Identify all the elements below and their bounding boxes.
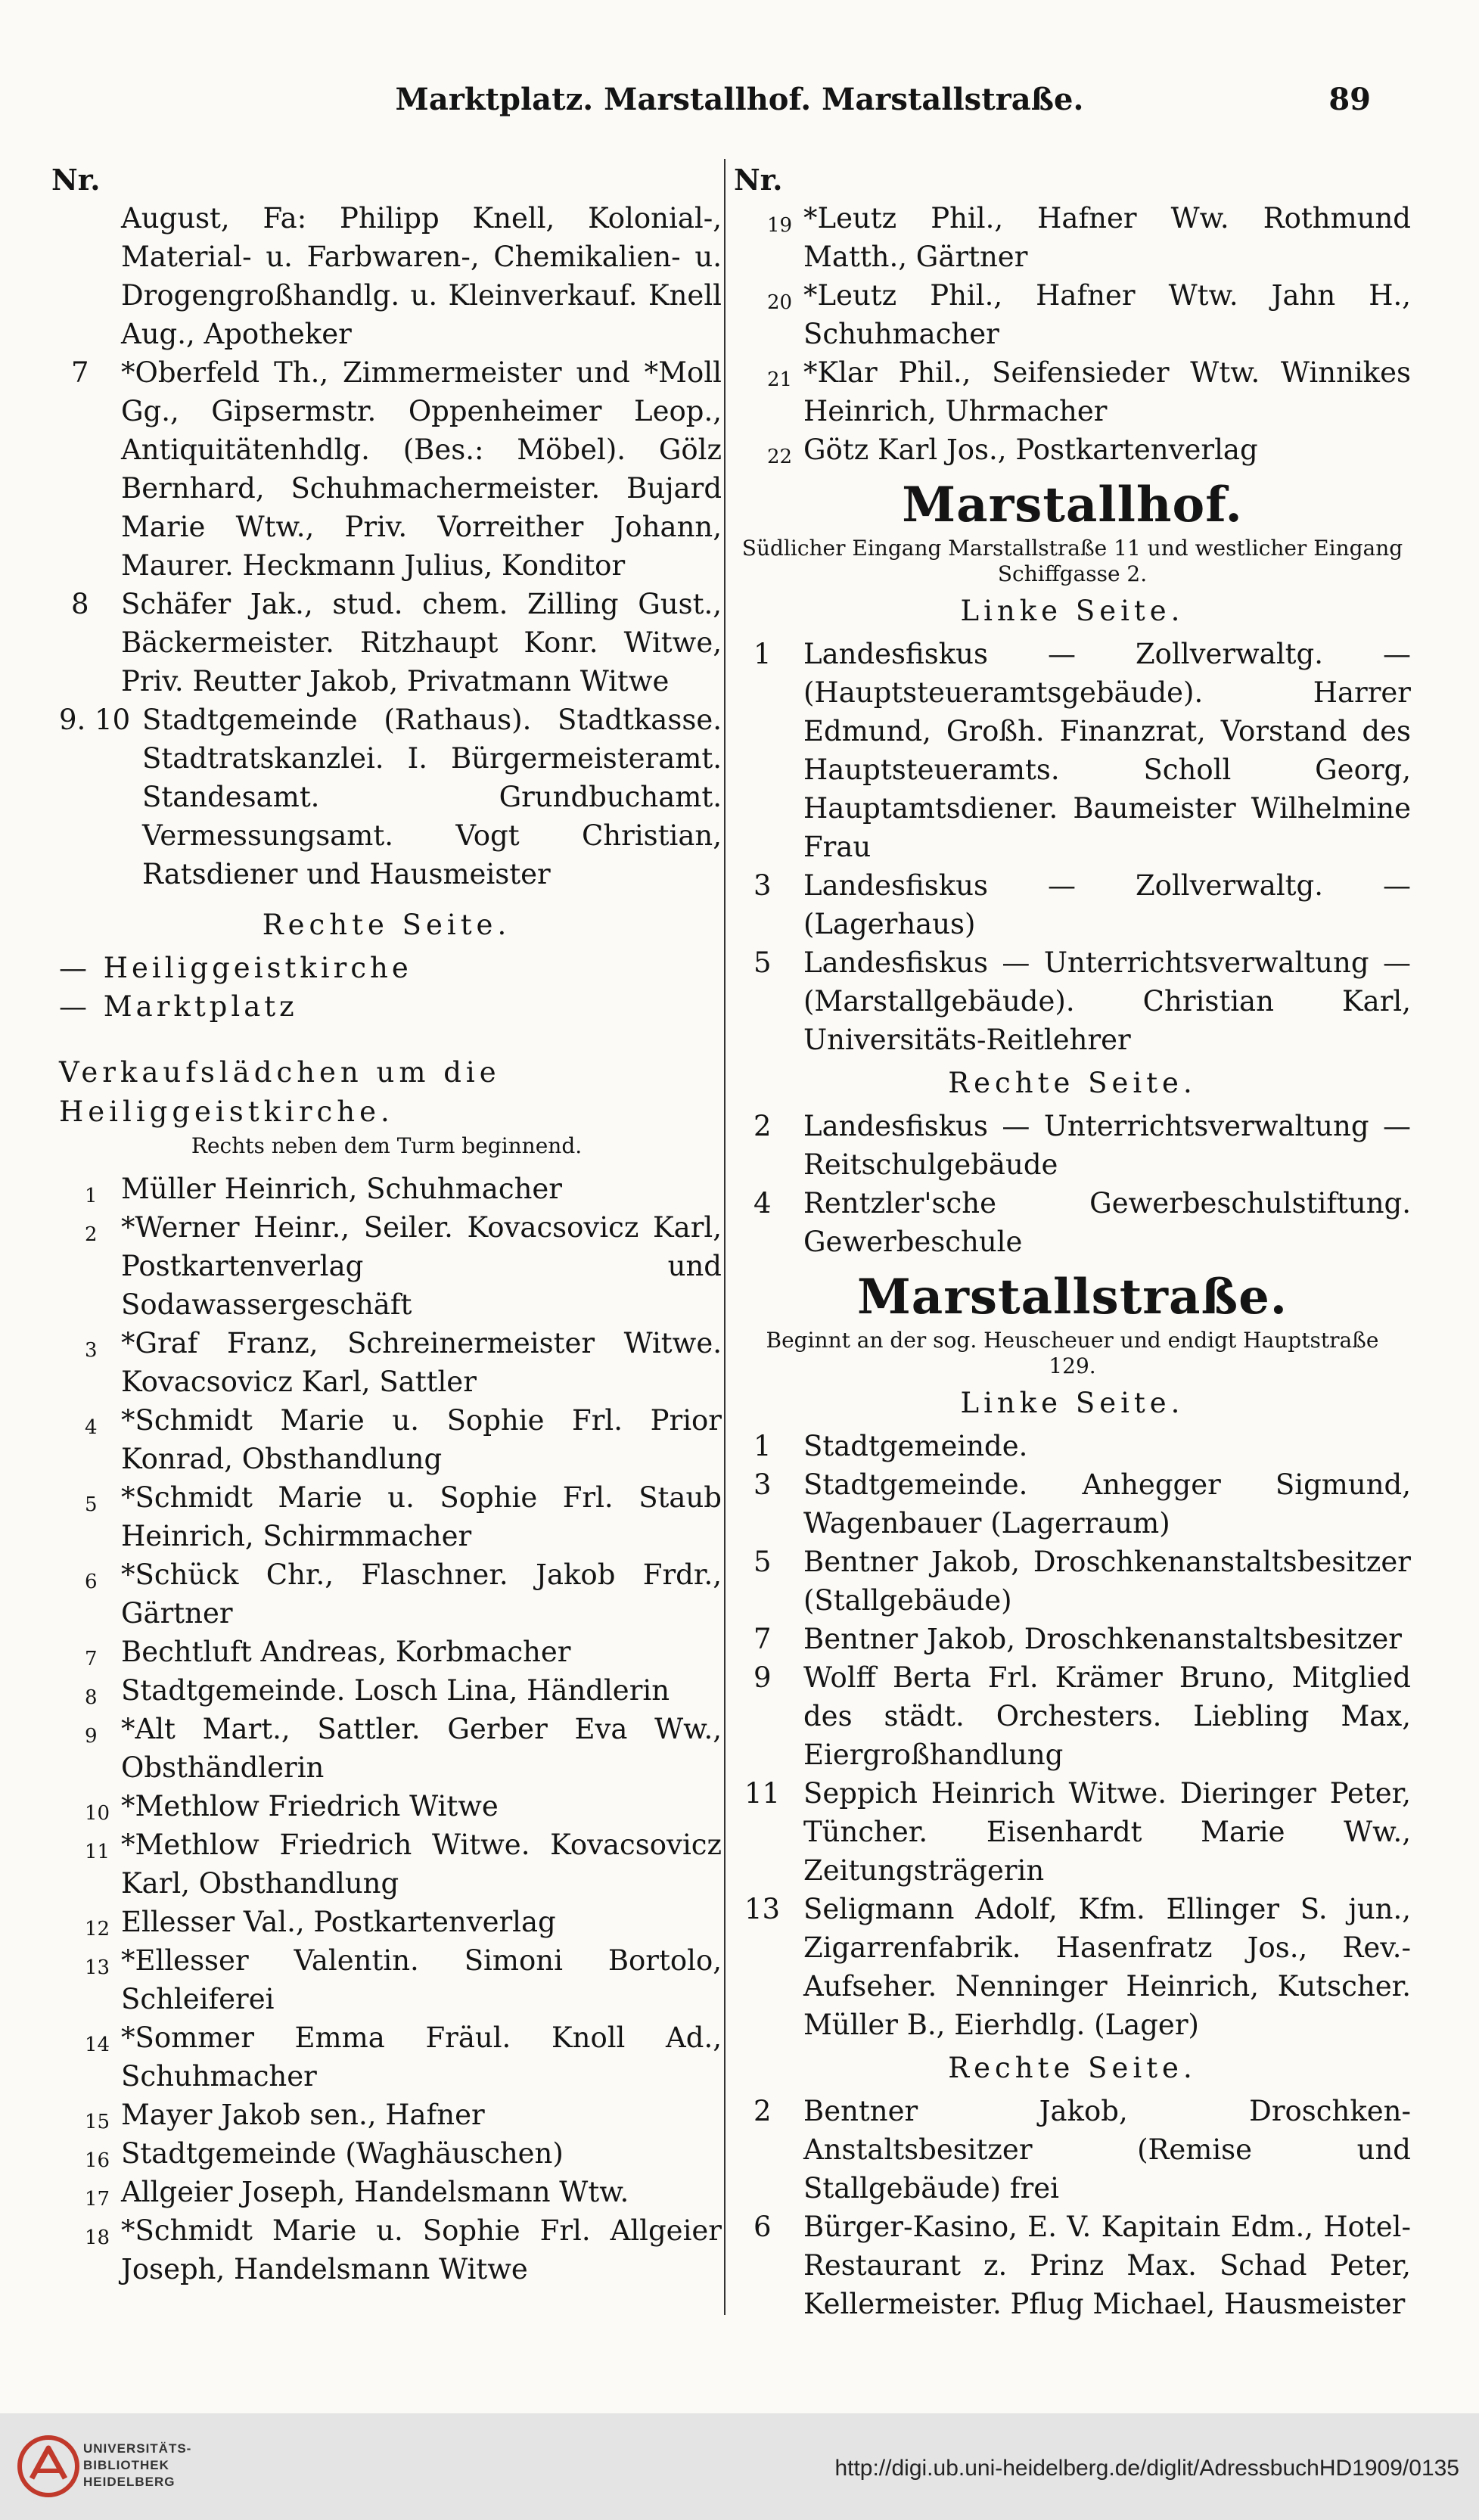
stall-number: 4 bbox=[85, 1416, 98, 1439]
stall-number: 19 bbox=[767, 214, 793, 237]
entry-text: Bentner Jakob, Droschken-Anstaltsbesitzer (Remise und Stallgebäude) frei bbox=[803, 2095, 1411, 2205]
entry-text: Bürger-Kasino, E. V. Kapitain Edm., Hotel-Restaurant z. Prinz Max. Schad Peter, Kellermeister. Pflug Michael, Hausmeister bbox=[803, 2211, 1411, 2320]
page-title: Marktplatz. Marstallhof. Marstallstraße. bbox=[395, 82, 1084, 117]
stall-entry bbox=[51, 1826, 722, 1903]
section-title-marstallhof: Marstallhof. bbox=[902, 477, 1243, 533]
house-number: 5 bbox=[753, 1546, 772, 1578]
entry-text: Götz Karl Jos., Postkartenverlag bbox=[803, 433, 1258, 466]
house-number: 5 bbox=[753, 946, 772, 979]
stall-entry bbox=[51, 1903, 722, 1941]
entry-text: Bentner Jakob, Droschkenanstaltsbesitzer (Stallgebäude) bbox=[803, 1546, 1411, 1617]
entry-text: *Leutz Phil., Hafner Ww. Rothmund Matth., Gärtner bbox=[803, 202, 1411, 273]
house-number: 13 bbox=[744, 1893, 781, 1925]
page-number: 89 bbox=[1328, 82, 1371, 117]
house-number: 4 bbox=[753, 1187, 772, 1220]
entry-text: Stadtgemeinde (Rathaus). Stadtkasse. Stadtratskanzlei. I. Bürgermeisteramt. Standesamt. Grundbuchamt. Vermessungsamt. Vogt Christian, Ratsdiener und Hausmeister bbox=[142, 704, 722, 890]
stall-entry bbox=[51, 1671, 722, 1710]
stall-entry bbox=[51, 1401, 722, 1478]
entry-text: *Klar Phil., Seifensieder Wtw. Winnikes Heinrich, Uhrmacher bbox=[803, 356, 1411, 427]
entry-text: Seppich Heinrich Witwe. Dieringer Peter, Tüncher. Eisenhardt Marie Ww., Zeitungsträgerin bbox=[803, 1777, 1411, 1887]
entry-text: *Methlow Friedrich Witwe. Kovacsovicz Karl, Obsthandlung bbox=[121, 1829, 722, 1900]
house-entry bbox=[51, 353, 722, 585]
entry-text: Stadtgemeinde. Losch Lina, Händlerin bbox=[121, 1674, 670, 1707]
stall-number: 5 bbox=[85, 1493, 98, 1516]
house-entry bbox=[734, 1427, 1411, 1465]
stall-entry bbox=[734, 199, 1411, 276]
entry-text: Allgeier Joseph, Handelsmann Wtw. bbox=[121, 2176, 629, 2208]
entry-text: Seligmann Adolf, Kfm. Ellinger S. jun., Zigarrenfabrik. Hasenfratz Jos., Rev.-Aufseher. Nenninger Heinrich, Kutscher. Müller B., Eierhdlg. (Lager) bbox=[803, 1893, 1411, 2041]
nr-label: Nr. bbox=[51, 163, 101, 197]
side-heading-right: Rechte Seite. bbox=[948, 2052, 1197, 2084]
house-number: 7 bbox=[753, 1623, 772, 1655]
house-entry bbox=[734, 1107, 1411, 1184]
house-entry bbox=[734, 1658, 1411, 1774]
house-entry bbox=[734, 1890, 1411, 2044]
entry-text: Stadtgemeinde. Anhegger Sigmund, Wagenbauer (Lagerraum) bbox=[803, 1468, 1411, 1540]
house-entry bbox=[734, 866, 1411, 943]
library-name-line: UNIVERSITÄTS- bbox=[83, 2441, 192, 2456]
house-number: 6 bbox=[753, 2211, 772, 2243]
entry-text: *Werner Heinr., Seiler. Kovacsovicz Karl, Postkartenverlag und Sodawassergeschäft bbox=[121, 1211, 722, 1321]
university-library-logo-icon bbox=[17, 2435, 80, 2498]
stall-number: 15 bbox=[85, 2111, 110, 2133]
house-entry bbox=[734, 2092, 1411, 2208]
verkauf-title: Verkaufslädchen um die Heiliggeistkirche. bbox=[59, 1056, 501, 1128]
entry-text: Landesfiskus — Unterrichtsverwaltung — Reitschulgebäude bbox=[803, 1110, 1411, 1181]
stall-entry bbox=[734, 353, 1411, 430]
library-name bbox=[83, 2441, 191, 2490]
house-entry bbox=[734, 635, 1411, 866]
stall-entry bbox=[51, 1787, 722, 1826]
section-title-marstallstrasse: Marstallstraße. bbox=[856, 1269, 1288, 1325]
entry-text: Ellesser Val., Postkartenverlag bbox=[121, 1906, 556, 1938]
stall-entry bbox=[51, 2096, 722, 2134]
stall-number: 18 bbox=[85, 2226, 110, 2249]
house-number: 3 bbox=[753, 869, 772, 902]
house-entry bbox=[734, 1774, 1411, 1890]
entry-text: *Sommer Emma Fräul. Knoll Ad., Schuhmacher bbox=[121, 2021, 722, 2093]
stall-number: 2 bbox=[85, 1223, 98, 1246]
entry-text: *Oberfeld Th., Zimmermeister und *Moll Gg., Gipsermstr. Oppenheimer Leop., Antiquitätenhdlg. (Bes.: Möbel). Gölz Bernhard, Schuhmachermeister. Bujard Marie Wtw., Priv. Vorreither Johann, Maurer. Heckmann Julius, Konditor bbox=[121, 356, 722, 582]
house-number: 9 bbox=[753, 1661, 772, 1694]
stall-entry bbox=[51, 2134, 722, 2173]
house-number: 8 bbox=[71, 588, 89, 620]
side-line: — Marktplatz bbox=[59, 990, 298, 1023]
entry-text: Landesfiskus — Unterrichtsverwaltung — (Marstallgebäude). Christian Karl, Universitäts-Reitlehrer bbox=[803, 946, 1411, 1056]
entry-text: *Methlow Friedrich Witwe bbox=[121, 1790, 499, 1822]
house-entry bbox=[734, 943, 1411, 1059]
stall-number: 8 bbox=[85, 1686, 98, 1709]
entry-text: Stadtgemeinde (Waghäuschen) bbox=[121, 2137, 564, 2170]
running-head bbox=[0, 82, 1479, 127]
stall-number: 7 bbox=[85, 1648, 98, 1670]
entry-text: Landesfiskus — Zollverwaltg. — (Hauptsteueramtsgebäude). Harrer Edmund, Großh. Finanzrat, Vorstand des Hauptsteueramts. Scholl Georg, Hauptamtsdiener. Baumeister Wilhelmine Frau bbox=[803, 638, 1411, 863]
library-name-line: BIBLIOTHEK bbox=[83, 2458, 169, 2472]
stall-entry bbox=[51, 1170, 722, 1208]
entry-text: Mayer Jakob sen., Hafner bbox=[121, 2099, 485, 2131]
stall-entry bbox=[51, 1633, 722, 1671]
entry-text: *Schück Chr., Flaschner. Jakob Frdr., Gärtner bbox=[121, 1558, 722, 1630]
house-entry bbox=[734, 1543, 1411, 1620]
entry-text: *Alt Mart., Sattler. Gerber Eva Ww., Obsthändlerin bbox=[121, 1713, 722, 1784]
stall-entry bbox=[51, 1478, 722, 1555]
stall-entry bbox=[734, 430, 1411, 469]
entry-text: *Graf Franz, Schreinermeister Witwe. Kovacsovicz Karl, Sattler bbox=[121, 1327, 722, 1398]
entry-text: Müller Heinrich, Schuhmacher bbox=[121, 1173, 562, 1205]
digitization-footer bbox=[0, 2413, 1479, 2520]
stall-number: 16 bbox=[85, 2149, 110, 2172]
stall-number: 14 bbox=[85, 2034, 110, 2056]
stall-number: 11 bbox=[85, 1841, 110, 1863]
stall-number: 22 bbox=[767, 446, 793, 468]
entry-text: *Leutz Phil., Hafner Wtw. Jahn H., Schuhmacher bbox=[803, 279, 1411, 350]
stall-number: 20 bbox=[767, 291, 793, 314]
house-number: 1 bbox=[753, 638, 772, 670]
entry-text: Bentner Jakob, Droschkenanstaltsbesitzer bbox=[803, 1623, 1402, 1655]
nr-label: Nr. bbox=[734, 163, 783, 197]
stall-number: 21 bbox=[767, 368, 793, 391]
house-number: 2 bbox=[753, 1110, 772, 1142]
house-number: 9. 10 bbox=[59, 704, 131, 736]
stall-number: 17 bbox=[85, 2188, 110, 2211]
stall-entry bbox=[51, 1941, 722, 2018]
entry-text: *Schmidt Marie u. Sophie Frl. Allgeier Joseph, Handelsmann Witwe bbox=[121, 2214, 722, 2285]
stall-number: 1 bbox=[85, 1185, 98, 1207]
library-name-line: HEIDELBERG bbox=[83, 2475, 176, 2489]
continued-entry: August, Fa: Philipp Knell, Kolonial-, Material- u. Farbwaren-, Chemikalien- u. Drogengroßhandlg. u. Kleinverkauf. Knell Aug., Apotheker bbox=[121, 202, 722, 350]
side-heading-left: Linke Seite. bbox=[960, 595, 1185, 627]
stall-entry bbox=[51, 1555, 722, 1633]
stall-entry bbox=[51, 2173, 722, 2211]
entry-text: Stadtgemeinde. bbox=[803, 1430, 1028, 1462]
stall-entry bbox=[51, 2211, 722, 2289]
house-number: 3 bbox=[753, 1468, 772, 1501]
entry-text: *Schmidt Marie u. Sophie Frl. Prior Konrad, Obsthandlung bbox=[121, 1404, 722, 1475]
side-heading-left: Linke Seite. bbox=[960, 1387, 1185, 1419]
stall-number: 10 bbox=[85, 1802, 110, 1825]
entry-text: *Schmidt Marie u. Sophie Frl. Staub Heinrich, Schirmmacher bbox=[121, 1481, 722, 1552]
section-note: Beginnt an der sog. Heuscheuer und endigt Hauptstraße 129. bbox=[766, 1328, 1379, 1378]
side-heading-right: Rechte Seite. bbox=[262, 909, 511, 941]
house-number: 2 bbox=[753, 2095, 772, 2127]
house-number: 1 bbox=[753, 1430, 772, 1462]
stall-entry bbox=[734, 276, 1411, 353]
verkauf-note: Rechts neben dem Turm beginnend. bbox=[191, 1133, 583, 1158]
stall-entry bbox=[51, 2018, 722, 2096]
house-entry bbox=[734, 2208, 1411, 2323]
entry-text: Landesfiskus — Zollverwaltg. — (Lagerhaus) bbox=[803, 869, 1411, 940]
house-entry bbox=[51, 585, 722, 701]
stall-number: 12 bbox=[85, 1918, 110, 1940]
stall-number: 3 bbox=[85, 1339, 98, 1362]
left-column bbox=[51, 160, 722, 2289]
entry-text: *Ellesser Valentin. Simoni Bortolo, Schleiferei bbox=[121, 1944, 722, 2015]
house-entry bbox=[734, 1465, 1411, 1543]
house-number: 11 bbox=[744, 1777, 781, 1810]
entry-text: Schäfer Jak., stud. chem. Zilling Gust., Bäckermeister. Ritzhaupt Konr. Witwe, Priv. Reutter Jakob, Privatmann Witwe bbox=[121, 588, 722, 698]
entry-text: Bechtluft Andreas, Korbmacher bbox=[121, 1636, 571, 1668]
stall-entry bbox=[51, 1710, 722, 1787]
house-number: 7 bbox=[71, 356, 89, 389]
stall-number: 9 bbox=[85, 1725, 98, 1748]
house-entry bbox=[734, 1184, 1411, 1261]
source-url-link[interactable]: http://digi.ub.uni-heidelberg.de/diglit/AdressbuchHD1909/0135 bbox=[834, 2456, 1459, 2481]
side-heading-right: Rechte Seite. bbox=[948, 1067, 1197, 1099]
side-line: — Heiliggeistkirche bbox=[59, 952, 412, 984]
house-entry bbox=[734, 1620, 1411, 1658]
stall-number: 6 bbox=[85, 1571, 98, 1593]
column-divider bbox=[724, 159, 726, 2315]
house-entry bbox=[51, 701, 722, 893]
stall-entry bbox=[51, 1324, 722, 1401]
stall-entry bbox=[51, 1208, 722, 1324]
stall-number: 13 bbox=[85, 1956, 110, 1979]
entry-text: Rentzler'sche Gewerbeschulstiftung. Gewerbeschule bbox=[803, 1187, 1411, 1258]
section-note: Südlicher Eingang Marstallstraße 11 und westlicher Eingang Schiffgasse 2. bbox=[741, 536, 1403, 586]
right-column bbox=[734, 160, 1411, 2323]
entry-text: Wolff Berta Frl. Krämer Bruno, Mitglied des städt. Orchesters. Liebling Max, Eiergroßhandlung bbox=[803, 1661, 1411, 1771]
